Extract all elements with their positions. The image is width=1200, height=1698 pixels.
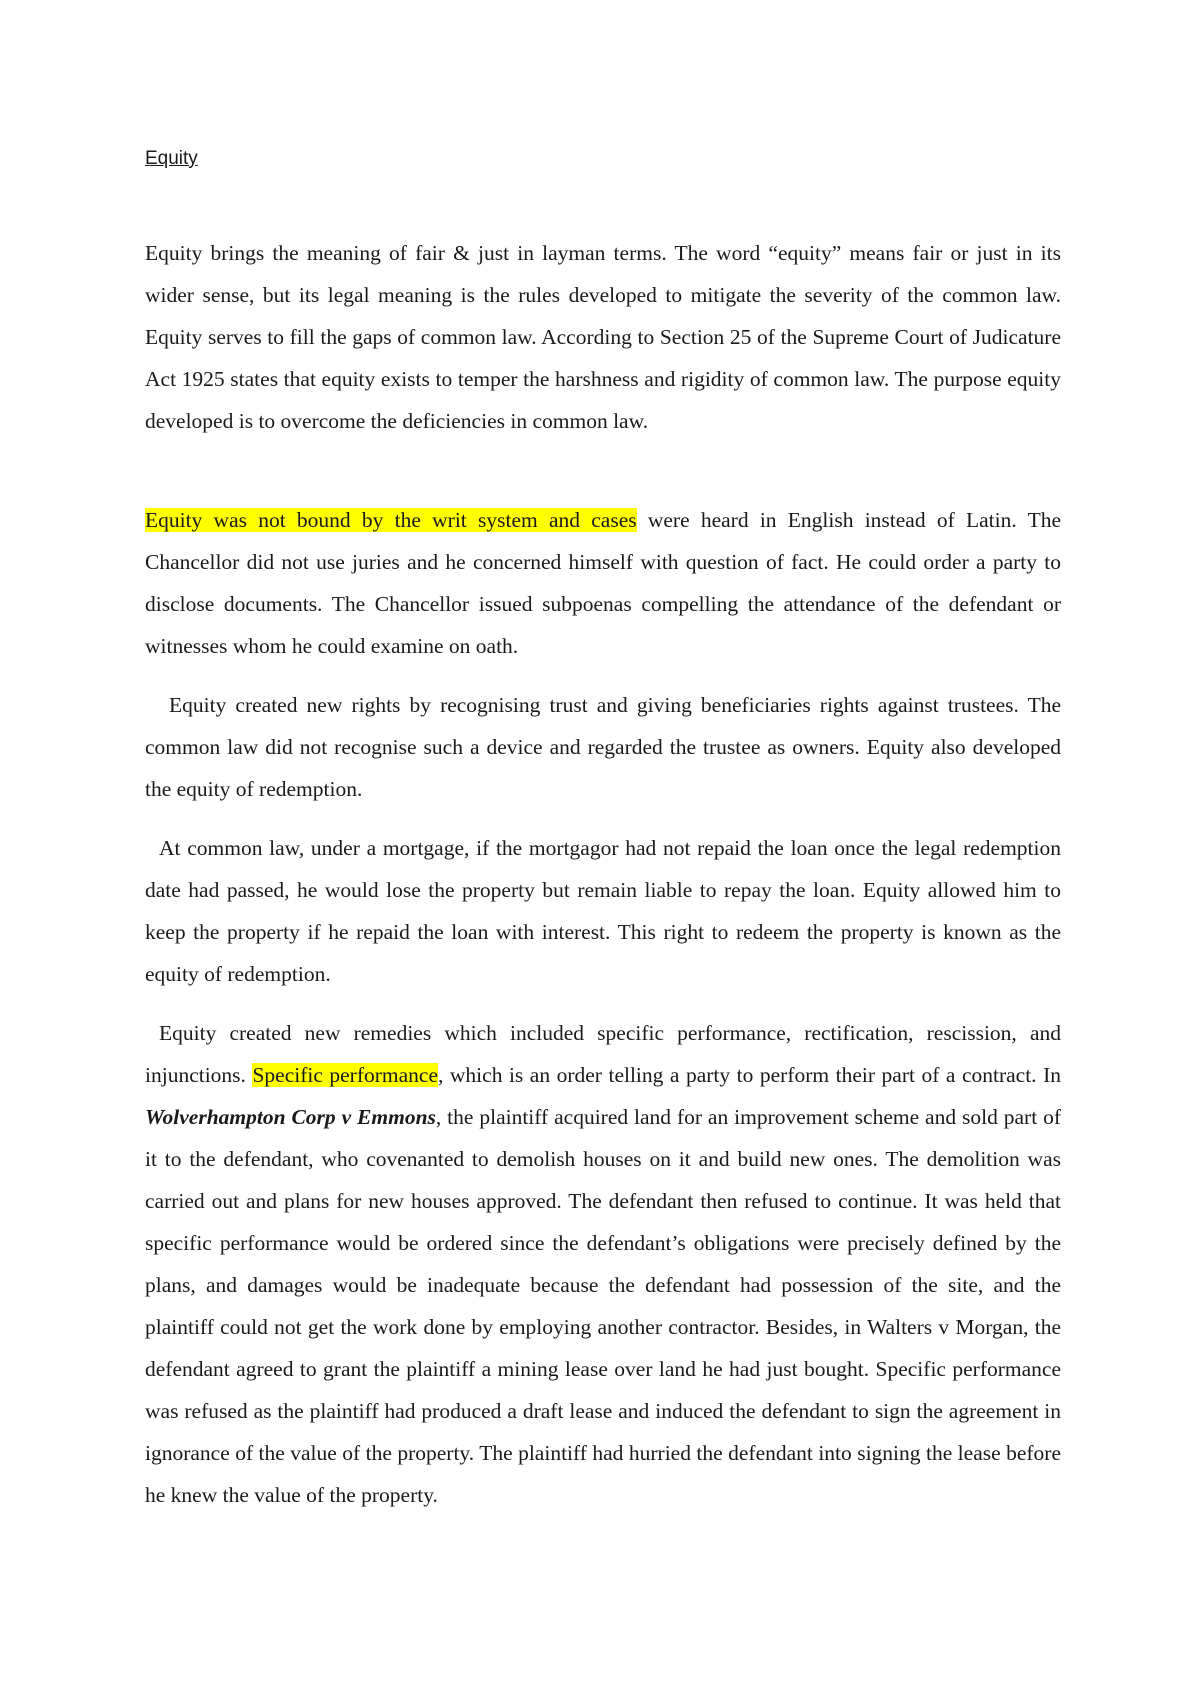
paragraph-new-rights [145, 684, 1061, 810]
paragraph-intro: Equity created new remedies which included specific performance, rectification, rescission, and injunctions. [145, 1021, 1061, 1087]
highlighted-text: Specific performance [252, 1063, 439, 1087]
paragraph-text: were heard in English instead of Latin. The Chancellor did not use juries and he concerned himself with question of fact. He could order a party to disclose documents. The Chancellor issued subpoenas compelling the attendance of the defendant or witnesses whom he could examine on oath. [145, 508, 1061, 658]
paragraph-text: Equity created new rights by recognising trust and giving beneficiaries rights against trustees. The common law did not recognise such a device and regarded the trustee as owners. Equity also developed the equity of redemption. [145, 693, 1061, 801]
paragraph-writ-system [145, 499, 1061, 667]
paragraph-rest: , the plaintiff acquired land for an improvement scheme and sold part of it to the defendant, who covenanted to demolish houses on it and build new ones. The demolition was carried out and plans for new houses approved. The defendant then refused to continue. It was held that specific performance would be ordered since the defendant’s obligations were precisely defined by the plans, and damages would be inadequate because the defendant had possession of the site, and the plaintiff could not get the work done by employing another contractor. Besides, in Walters v Morgan, the defendant agreed to grant the plaintiff a mining lease over land he had just bought. Specific performance was refused as the plaintiff had produced a draft lease and induced the defendant to sign the agreement in ignorance of the value of the property. The plaintiff had hurried the defendant into signing the lease before he knew the value of the property. [145, 1105, 1061, 1507]
paragraph-equity-meaning [145, 232, 1061, 442]
paragraph-text: At common law, under a mortgage, if the mortgagor had not repaid the loan once the legal redemption date had passed, he would lose the property but remain liable to repay the loan. Equity allowed him to keep the property if he repaid the loan with interest. This right to redeem the property is known as the equity of redemption. [145, 836, 1061, 986]
paragraph-mortgage [145, 827, 1061, 995]
paragraph-text: Equity brings the meaning of fair & just in layman terms. The word “equity” means fair or just in its wider sense, but its legal meaning is the rules developed to mitigate the severity of the common law. Equity serves to fill the gaps of common law. According to Section 25 of the Supreme Court of Judicature Act 1925 states that equity exists to temper the harshness and rigidity of common law. The purpose equity developed is to overcome the deficiencies in common law. [145, 241, 1061, 433]
paragraph-new-remedies [145, 1012, 1061, 1516]
highlighted-text: Equity was not bound by the writ system and cases [145, 508, 637, 532]
document-heading: Equity [145, 148, 198, 169]
case-name: Wolverhampton Corp v Emmons [145, 1105, 436, 1129]
paragraph-middle: , which is an order telling a party to perform their part of a contract. In [438, 1063, 1061, 1087]
